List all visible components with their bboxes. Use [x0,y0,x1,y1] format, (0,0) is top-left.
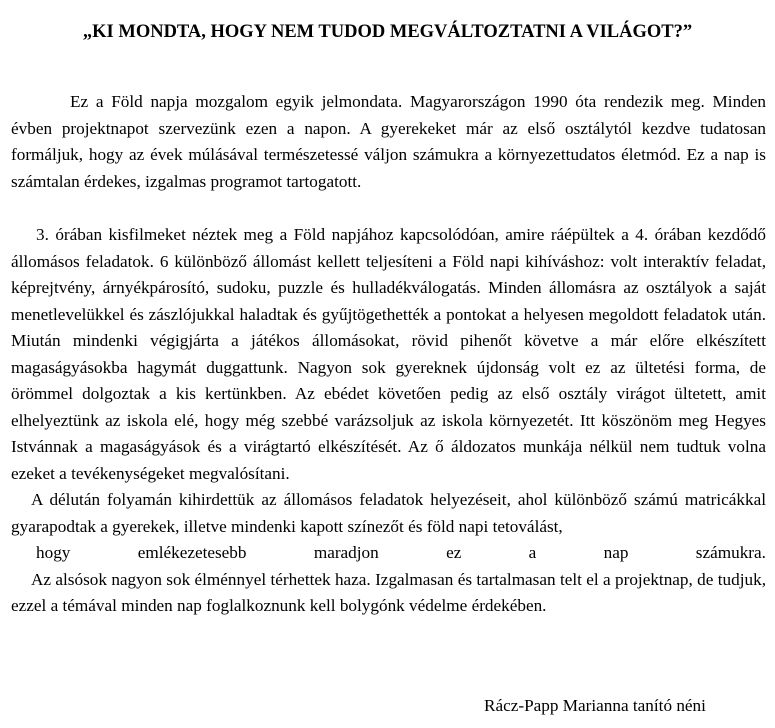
document-title: „KI MONDTA, HOGY NEM TUDOD MEGVÁLTOZTATNI A VILÁGOT?” [82,22,693,42]
paragraph-closing: Az alsósok nagyon sok élménnyel térhettek haza. Izgalmasan és tartalmasan telt el a projektnap, de tudjuk, ezzel a témával minden nap foglalkoznunk kell bolygónk védelme érdekében. [11,569,766,615]
word: emlékezetesebb [137,543,247,562]
article-body [11,222,766,620]
word: a [528,543,537,562]
author-signature: Rácz-Papp Marianna tanító néni [484,696,706,715]
paragraph-intro: Ez a Föld napja mozgalom egyik jelmondata. Magyarországon 1990 óta rendezik meg. Minden évben projektnapot szervezünk ezen a napon. A gyerekeket már az első osztálytól kezdve tudatosan formáljuk, hogy az évek múlásával természetessé váljon számukra a környezettudatos életmód. Ez a nap is számtalan érdekes, izgalmas programot tartogatott. [11,92,766,191]
paragraph-afternoon-last-line [11,540,766,567]
paragraph-afternoon: A délután folyamán kihirdettük az állomásos feladatok helyezéseit, ahol különböző számú matricákkal gyarapodtak a gyerekek, illetve mindenki kapott színezőt és föld napi tetoválást, [11,490,766,536]
word: ez [446,543,462,562]
word: nap [603,543,629,562]
paragraph-stations: 3. órában kisfilmeket néztek meg a Föld napjához kapcsolódóan, amire ráépültek a 4. órában kezdődő állomásos feladatok. 6 különböző állomást kellett teljesíteni a Föld napi kihíváshoz: volt interaktív feladat, képrejtvény, árnyékpárosító, sudoku, puzzle és hulladékválogatás. Minden állomásra az osztályok a saját menetlevelükkel és zászlójukkal haladtak és gyűjtögethették a pontokat a helyesen megoldott feladatok után. Miután mindenki végigjárta a játékos állomásokat, rövid pihenőt követve a már előre elkészített magaságyásokba hagymát duggattunk. Nagyon sok gyereknek újdonság volt ez az ültetési forma, de örömmel dolgoztak a kis kertünkben. Az ebédet követően pedig az első osztály virágot ültetett, amit elhelyeztünk az iskola elé, hogy még szebbé varázsoljuk az iskola környezetét. Itt köszönöm meg Hegyes Istvánnak a magaságyások és a virágtartó elkészítését. Az ő áldozatos munkája nélkül nem tudtuk volna ezeket a tevékenységeket megvalósítani. [11,225,766,483]
word: számukra. [695,543,766,562]
word: hogy [36,543,71,562]
word: maradjon [313,543,379,562]
